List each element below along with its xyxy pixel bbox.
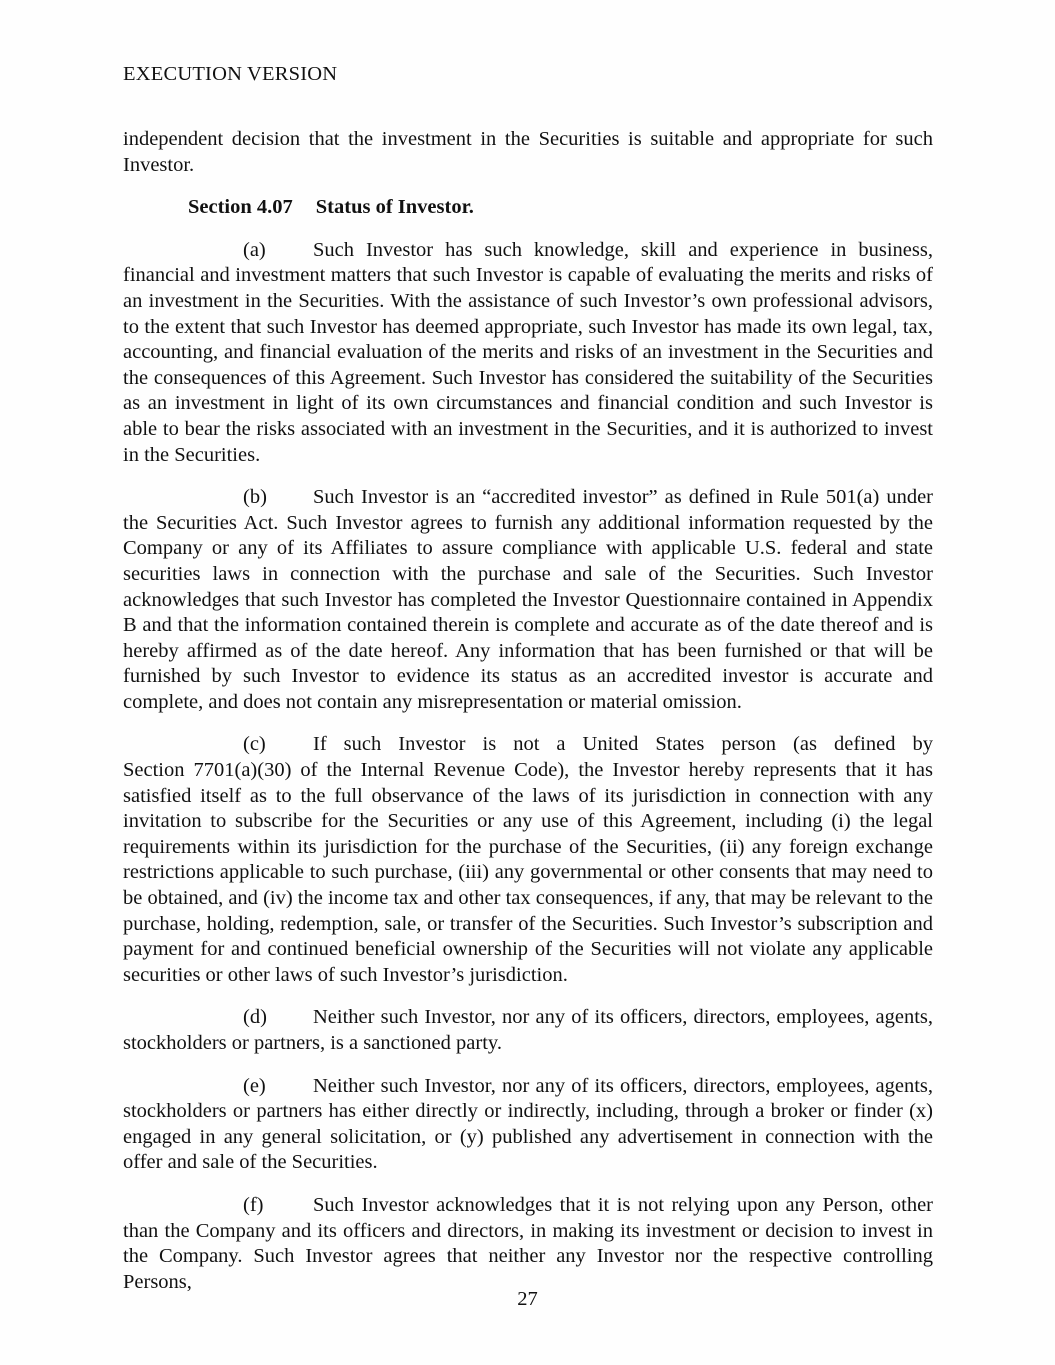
paragraph-d-label: (d) bbox=[243, 1006, 267, 1029]
intro-paragraph: independent decision that the investment in the Securities is suitable and appropriate for such Investor. bbox=[123, 128, 933, 176]
paragraph-f bbox=[123, 1193, 933, 1295]
paragraph-f-text: Such Investor acknowledges that it is not relying upon any Person, other than the Company and its officers and directors, in making its investment or decision to invest in the Company. Such Investor agrees that neither any Investor nor the respective controlling Persons, bbox=[123, 1193, 933, 1293]
execution-version-header: EXECUTION VERSION bbox=[123, 63, 338, 85]
paragraph-d bbox=[123, 1005, 933, 1056]
paragraph-a-text: Such Investor has such knowledge, skill and experience in business, financial and investment matters that such Investor is capable of evaluating the merits and risks of an investment in the Securities. With the assistance of such Investor’s own professional advisors, to the extent that such Investor has deemed appropriate, such Investor has made its own legal, tax, accounting, and financial evaluation of the merits and risks of an investment in the Securities and the consequences of this Agreement. Such Investor has considered the suitability of the Securities as an investment in light of its own circumstances and financial condition and such Investor is able to bear the risks associated with an investment in the Securities, and it is authorized to invest in the Securities. bbox=[123, 238, 933, 466]
paragraph-c bbox=[123, 732, 933, 988]
paragraph-d-text: Neither such Investor, nor any of its officers, directors, employees, agents, stockholders or partners, is a sanctioned party. bbox=[123, 1006, 933, 1054]
paragraph-b-label: (b) bbox=[243, 486, 267, 509]
paragraph-e bbox=[123, 1074, 933, 1176]
section-number: Section 4.07 bbox=[188, 196, 293, 219]
section-title: Status of Investor. bbox=[315, 196, 474, 219]
paragraph-e-text: Neither such Investor, nor any of its officers, directors, employees, agents, stockholders or partners has either directly or indirectly, including, through a broker or finder (x) engaged in any general solicitation, or (y) published any advertisement in connection with the offer and sale of the Securities. bbox=[123, 1074, 933, 1174]
paragraph-e-label: (e) bbox=[243, 1074, 266, 1097]
paragraph-c-label: (c) bbox=[243, 733, 266, 756]
paragraph-f-label: (f) bbox=[243, 1193, 264, 1216]
paragraph-b-text: Such Investor is an “accredited investor” as defined in Rule 501(a) under the Securities Act. Such Investor agrees to furnish any additional information requested by the Company or any of its Affiliates to assure compliance with applicable U.S. federal and state securities laws in connection with the purchase and sale of the Securities. Such Investor acknowledges that such Investor has completed the Investor Questionnaire contained in Appendix B and that the information contained therein is complete and accurate as of the date thereof and is hereby affirmed as of the date hereof. Any information that has been furnished or that will be furnished by such Investor to evidence its status as an accredited investor is accurate and complete, and does not contain any misrepresentation or material omission. bbox=[123, 486, 933, 713]
paragraph-a-label: (a) bbox=[243, 238, 266, 261]
paragraph-a bbox=[123, 238, 933, 468]
page-number: 27 bbox=[517, 1288, 538, 1311]
section-heading bbox=[123, 195, 933, 221]
paragraph-b bbox=[123, 485, 933, 715]
document-body bbox=[123, 127, 933, 1312]
paragraph-c-text: If such Investor is not a United States person (as defined by Section 7701(a)(30) of the Internal Revenue Code), the Investor hereby represents that it has satisfied itself as to the full observance of the laws of its jurisdiction in connection with any invitation to subscribe for the Securities or any use of this Agreement, including (i) the legal requirements within its jurisdiction for the purchase of the Securities, (ii) any foreign exchange restrictions applicable to such purchase, (iii) any governmental or other consents that may need to be obtained, and (iv) the income tax and other tax consequences, if any, that may be relevant to the purchase, holding, redemption, sale, or transfer of the Securities. Such Investor’s subscription and payment for and continued beneficial ownership of the Securities will not violate any applicable securities or other laws of such Investor’s jurisdiction. bbox=[123, 733, 933, 986]
